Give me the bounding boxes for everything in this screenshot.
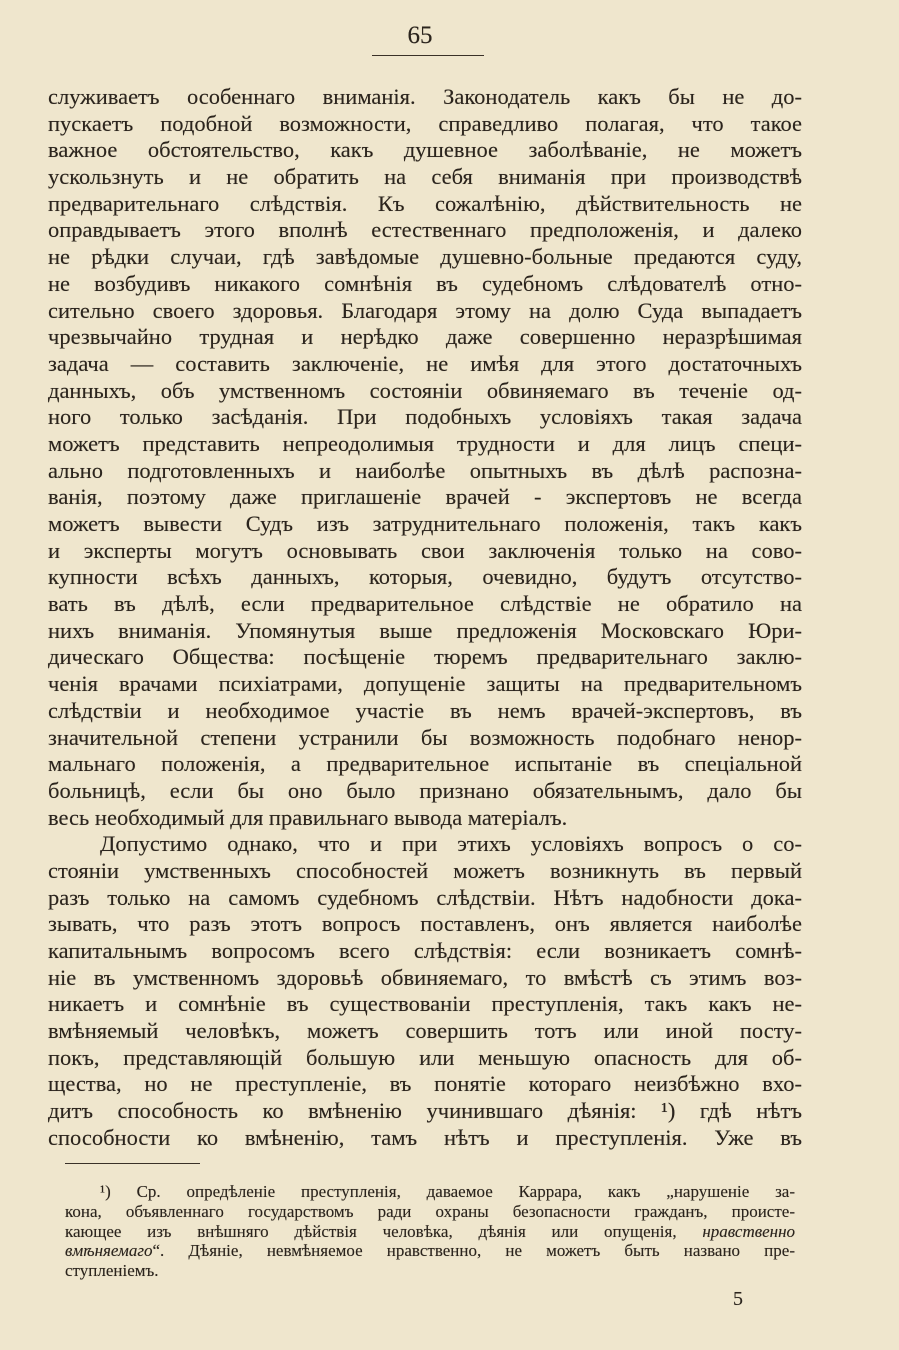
body-line: ніе въ умственномъ здоровьѣ обвиняемаго, то вмѣстѣ съ этимъ воз-: [48, 964, 802, 990]
body-line: не рѣдки случаи, гдѣ завѣдомые душевно-больные предаются суду,: [48, 244, 802, 270]
body-line: вмѣняемый человѣкъ, можетъ совершить тотъ или иной посту-: [48, 1018, 802, 1044]
body-text: [48, 84, 802, 1152]
body-line: слѣдствіи и необходимое участіе въ немъ врачей-экспертовъ, въ: [48, 697, 802, 723]
body-line: дитъ способность ко вмѣненію учинившаго дѣянія: ¹) гдѣ нѣтъ: [48, 1098, 802, 1124]
body-line: ально подготовленныхъ и наиболѣе опытныхъ въ дѣлѣ распозна-: [48, 457, 802, 483]
body-line: нихъ вниманія. Упомянутыя выше предложенія Московскаго Юри-: [48, 617, 802, 643]
footnote-italic-text: вмѣняемаго: [65, 1241, 153, 1261]
body-line: предварительнаго слѣдствія. Къ сожалѣнію, дѣйствительность не: [48, 190, 802, 216]
body-line: ного только засѣданія. При подобныхъ условіяхъ такая задача: [48, 404, 802, 430]
body-line: капитальнымъ вопросомъ всего слѣдствія: если возникаетъ сомнѣ-: [48, 938, 802, 963]
body-line: стояніи умственныхъ способностей можетъ возникнуть въ первый: [48, 857, 802, 883]
paragraph: [48, 84, 802, 831]
footnote-text: кающее изъ внѣшняго дѣйствія человѣка, дѣянія или опущенія,: [65, 1221, 677, 1241]
body-line: ванія, поэтому даже приглашеніе врачей - экспертовъ не всегда: [48, 484, 802, 510]
body-line: зывать, что разъ этотъ вопросъ поставленъ, онъ является наиболѣе: [48, 911, 802, 937]
footnote-line: [65, 1241, 795, 1261]
footnote-line: ¹) Ср. опредѣленіе преступленія, даваемое Каррара, какъ „нарушеніе за-: [100, 1182, 795, 1201]
footnote: [65, 1182, 795, 1281]
body-line: щества, но не преступленіе, въ понятіе котораго неизбѣжно вхо-: [48, 1071, 802, 1097]
body-line: важное обстоятельство, какъ душевное заболѣваніе, не можетъ: [48, 137, 802, 163]
body-line: задача — составить заключеніе, не имѣя для этого достаточныхъ: [48, 350, 802, 376]
body-line: сительно своего здоровья. Благодаря этому на долю Суда выпадаетъ: [48, 297, 802, 323]
body-line: дическаго Общества: посѣщеніе тюремъ предварительнаго заклю-: [48, 644, 802, 670]
signature-mark: 5: [733, 1288, 743, 1310]
body-line: данныхъ, объ умственномъ состояніи обвиняемаго въ теченіе од-: [48, 377, 802, 403]
body-line: разъ только на самомъ судебномъ слѣдствіи. Нѣтъ надобности дока-: [48, 884, 802, 910]
body-line: покъ, представляющій большую или меньшую опасность для об-: [48, 1044, 802, 1070]
footnote-line: [65, 1222, 795, 1242]
body-line: и эксперты могутъ основывать свои заключенія только на сово-: [48, 537, 802, 563]
body-line: служиваетъ особеннаго вниманія. Законодатель какъ бы не до-: [48, 84, 802, 109]
paragraph: [48, 831, 802, 1151]
footnote-separator: [65, 1163, 200, 1164]
body-line: ченія врачами психіатрами, допущеніе защиты на предварительномъ: [48, 671, 802, 697]
body-line: значительной степени устранили бы возможность подобнаго ненор-: [48, 724, 802, 750]
page-number: 65: [407, 22, 433, 49]
footnote-italic-text: нравственно: [702, 1221, 796, 1241]
body-line: чрезвычайно трудная и нерѣдко даже совершенно неразрѣшимая: [48, 324, 802, 350]
footnote-line: кона, объявленнаго государствомъ ради охраны безопасности гражданъ, происте-: [65, 1201, 795, 1221]
body-line: можетъ представить непреодолимыя трудности и для лицъ специ-: [48, 430, 802, 456]
body-line: способности ко вмѣненію, тамъ нѣтъ и преступленія. Уже въ: [48, 1124, 802, 1150]
body-line: пускаетъ подобной возможности, справедливо полагая, что такое: [48, 110, 802, 136]
body-line: ускользнуть и не обратить на себя вниманія при производствѣ: [48, 164, 802, 190]
footnote-text: “. Дѣяніе, невмѣняемое нравственно, не можетъ быть названо пре-: [152, 1241, 795, 1261]
page-number-rule: [372, 55, 484, 56]
body-line: вать въ дѣлѣ, если предварительное слѣдствіе не обратило на: [48, 591, 802, 617]
body-line: мальнаго положенія, а предварительное испытаніе въ спеціальной: [48, 751, 802, 777]
body-line: купности всѣхъ данныхъ, которыя, очевидно, будутъ отсутство-: [48, 564, 802, 590]
body-line: Допустимо однако, что и при этихъ условіяхъ вопросъ о со-: [100, 831, 802, 857]
body-line: оправдываетъ этого вполнѣ естественнаго предположенія, и далеко: [48, 217, 802, 243]
body-line: никаетъ и сомнѣніе въ существованіи преступленія, такъ какъ не-: [48, 991, 802, 1017]
body-line: не возбудивъ никакого сомнѣнія въ судебномъ слѣдователѣ отно-: [48, 270, 802, 296]
body-line: больницѣ, если бы оно было признано обязательнымъ, дало бы: [48, 777, 802, 803]
body-line: можетъ вывести Судъ изъ затруднительнаго положенія, такъ какъ: [48, 511, 802, 536]
footnote-line: ступленіемъ.: [65, 1261, 159, 1281]
body-line: весь необходимый для правильнаго вывода матеріалъ.: [48, 804, 568, 830]
